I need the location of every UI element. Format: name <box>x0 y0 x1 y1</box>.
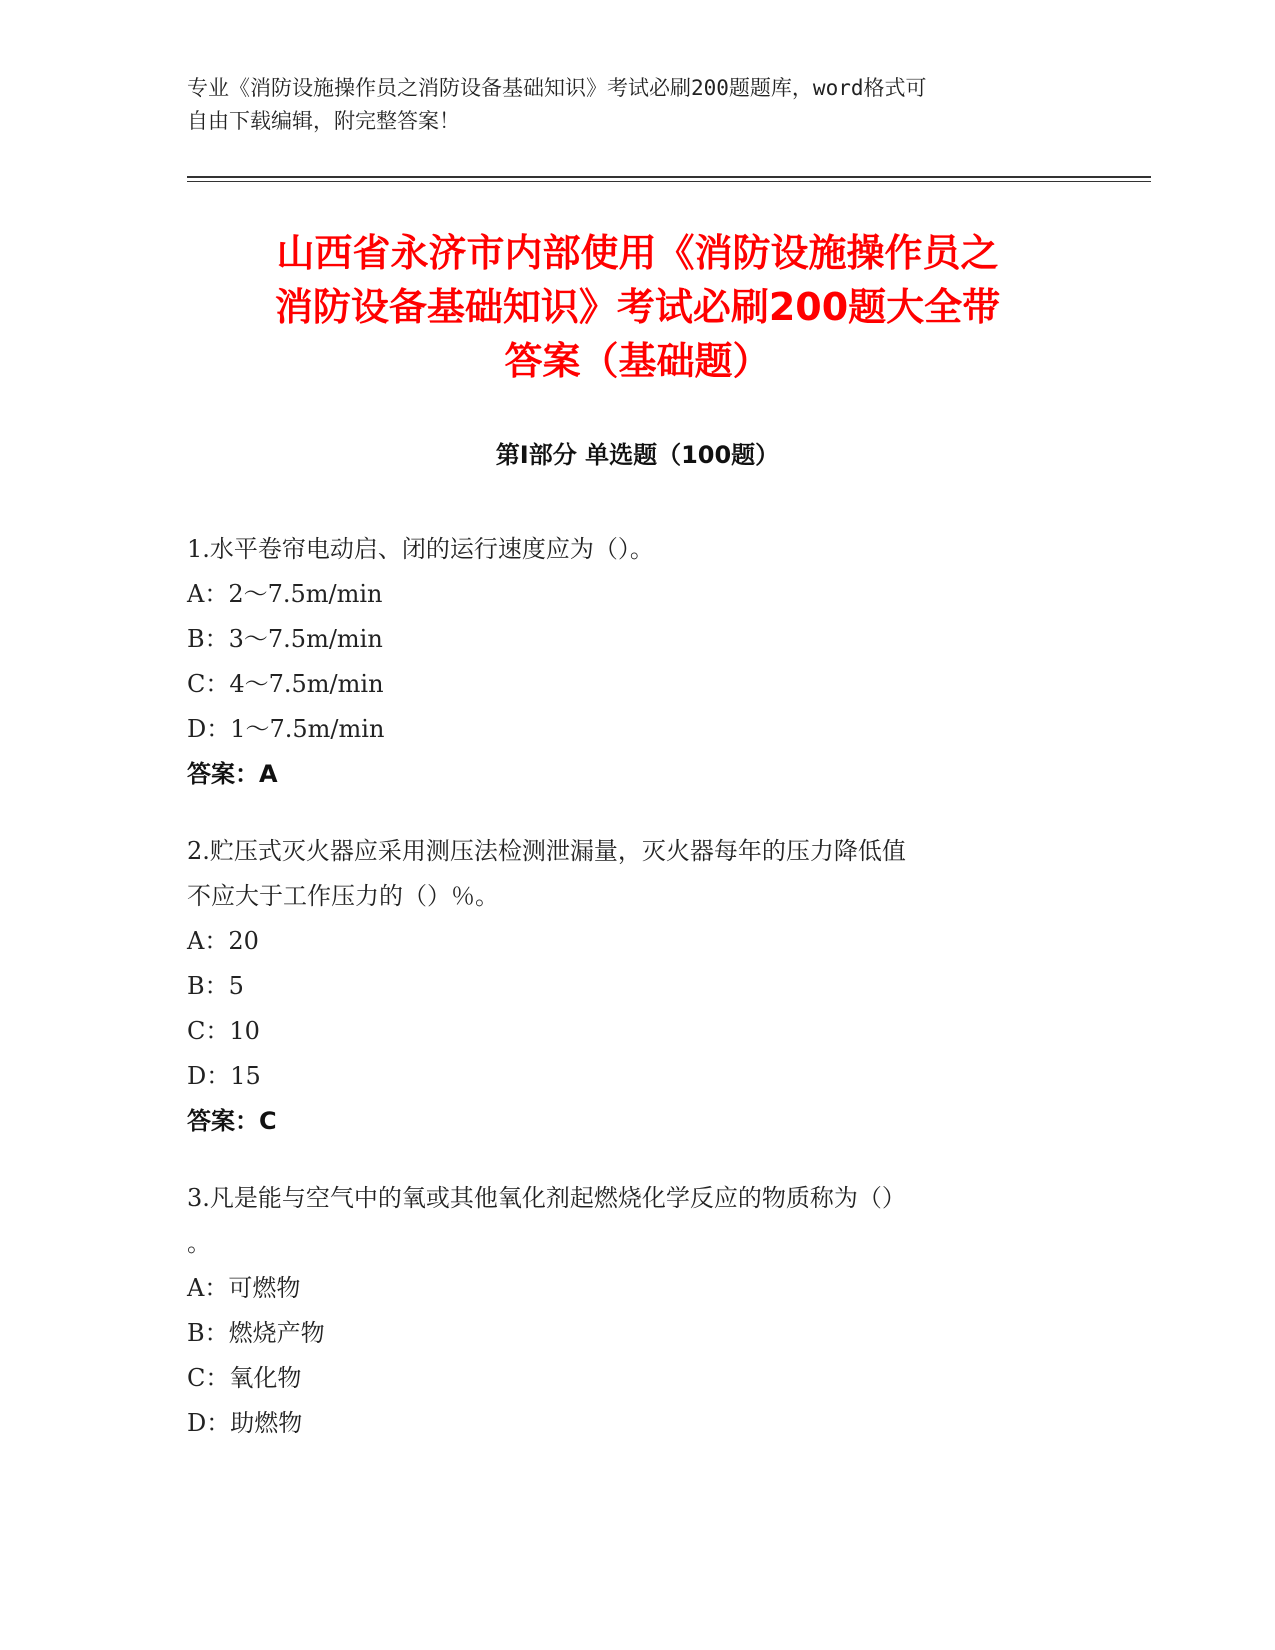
header-note <box>187 72 1067 138</box>
question-stem-line: 不应大于工作压力的（）％。 <box>187 882 499 910</box>
title-line: 山西省永济市内部使用《消防设施操作员之 <box>276 231 999 275</box>
option-b: B：燃烧产物 <box>187 1319 325 1347</box>
title-line: 消防设备基础知识》考试必刷200题大全带 <box>274 285 1001 329</box>
question-1 <box>187 527 1067 797</box>
option-d: D：1～7.5m/min <box>187 715 385 743</box>
question-stem-line: 。 <box>187 1229 211 1257</box>
section-title: 第Ⅰ部分 单选题（100题） <box>495 441 780 469</box>
question-list <box>187 527 1067 1478</box>
question-3 <box>187 1176 1067 1446</box>
question-2 <box>187 829 1067 1144</box>
question-stem: 1.水平卷帘电动启、闭的运行速度应为（）。 <box>187 535 654 563</box>
option-d: D：15 <box>187 1062 261 1090</box>
answer-label: 答案：C <box>187 1107 277 1135</box>
option-c: C：氧化物 <box>187 1364 302 1392</box>
answer-label: 答案：A <box>187 760 278 788</box>
option-a: A：2～7.5m/min <box>187 580 383 608</box>
option-b: B：3～7.5m/min <box>187 625 383 653</box>
header-note-line: 自由下载编辑，附完整答案！ <box>187 109 460 133</box>
document-title <box>150 226 1125 388</box>
header-note-line: 专业《消防设施操作员之消防设备基础知识》考试必刷200题题库，word格式可 <box>187 76 927 100</box>
header-divider-thin <box>187 181 1151 182</box>
option-a: A：20 <box>187 927 259 955</box>
option-d: D：助燃物 <box>187 1409 303 1437</box>
header-divider <box>187 176 1151 178</box>
option-b: B：5 <box>187 972 244 1000</box>
option-c: C：4～7.5m/min <box>187 670 384 698</box>
question-stem-line: 3.凡是能与空气中的氧或其他氧化剂起燃烧化学反应的物质称为（） <box>187 1184 906 1212</box>
option-c: C：10 <box>187 1017 260 1045</box>
question-stem-line: 2.贮压式灭火器应采用测压法检测泄漏量，灭火器每年的压力降低值 <box>187 837 906 865</box>
title-line: 答案（基础题） <box>504 339 771 383</box>
option-a: A：可燃物 <box>187 1274 301 1302</box>
